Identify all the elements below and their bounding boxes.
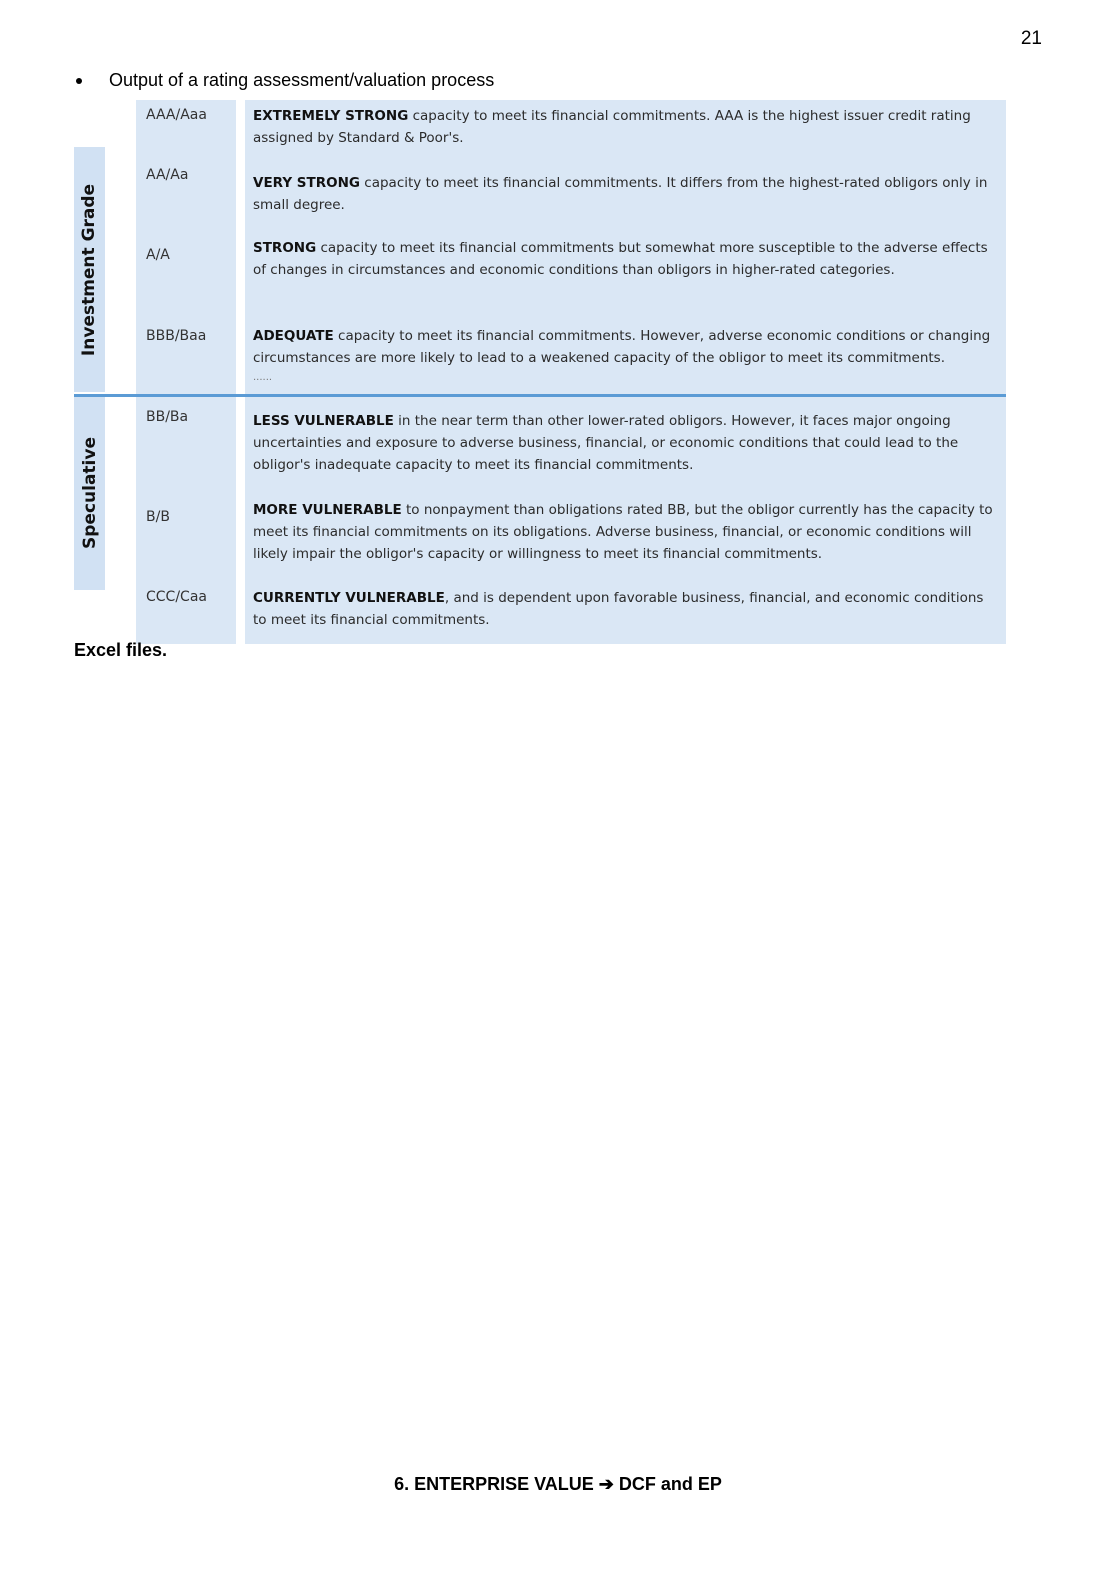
rating-scale-figure [74,100,1006,644]
speculative-grade-text: Speculative [79,437,100,549]
rating-code: CCC/Caa [146,589,207,605]
rating-code: BBB/Baa [146,328,207,344]
rating-description: MORE VULNERABLE to nonpayment than obligations rated BB, but the obligor currently has the capacity to meet its financial commitments on its obligations. Adverse business, financial, or economic conditions will likely impair the obligor's capacity or willingness to meet its financial commitments. [253,502,993,562]
investment-grade-text: Investment Grade [79,183,100,356]
speculative-grade-label [74,396,105,590]
ellipsis-mark: ...... [253,372,273,383]
rating-code: AAA/Aaa [146,107,207,123]
rating-description: ADEQUATE capacity to meet its financial commitments. However, adverse economic conditions or changing circumstances are more likely to lead to a weakened capacity of the obligor to meet its commitments. [253,328,991,366]
investment-grade-label [74,147,105,392]
rating-code: A/A [146,247,170,263]
rating-description: LESS VULNERABLE in the near term than other lower-rated obligors. However, it faces major ongoing uncertainties and exposure to adverse business, financial, or economic conditions that could lead to the obligor's inadequate capacity to meet its financial commitments. [253,413,959,473]
page-number: 21 [1020,28,1042,49]
rating-description: CURRENTLY VULNERABLE, and is dependent upon favorable business, financial, and economic conditions to meet its financial commitments. [253,590,984,628]
grade-divider [74,394,1006,397]
rating-description: VERY STRONG capacity to meet its financial commitments. It differs from the highest-rated obligors only in small degree. [253,175,988,213]
rating-description: STRONG capacity to meet its financial commitments but somewhat more susceptible to the adverse effects of changes in circumstances and economic conditions than obligors in higher-rated categories. [253,240,988,278]
excel-files-note: Excel files. [74,640,168,660]
rating-code: AA/Aa [146,167,189,183]
rating-description: EXTREMELY STRONG capacity to meet its financial commitments. AAA is the highest issuer credit rating assigned by Standard & Poor's. [253,108,971,146]
bullet-item [74,70,494,91]
rating-code: BB/Ba [146,409,189,425]
bullet-icon [76,78,82,84]
bullet-text: Output of a rating assessment/valuation process [109,70,495,90]
section-heading: 6. ENTERPRISE VALUE ➔ DCF and EP [394,1474,722,1494]
rating-code: B/B [146,509,170,525]
